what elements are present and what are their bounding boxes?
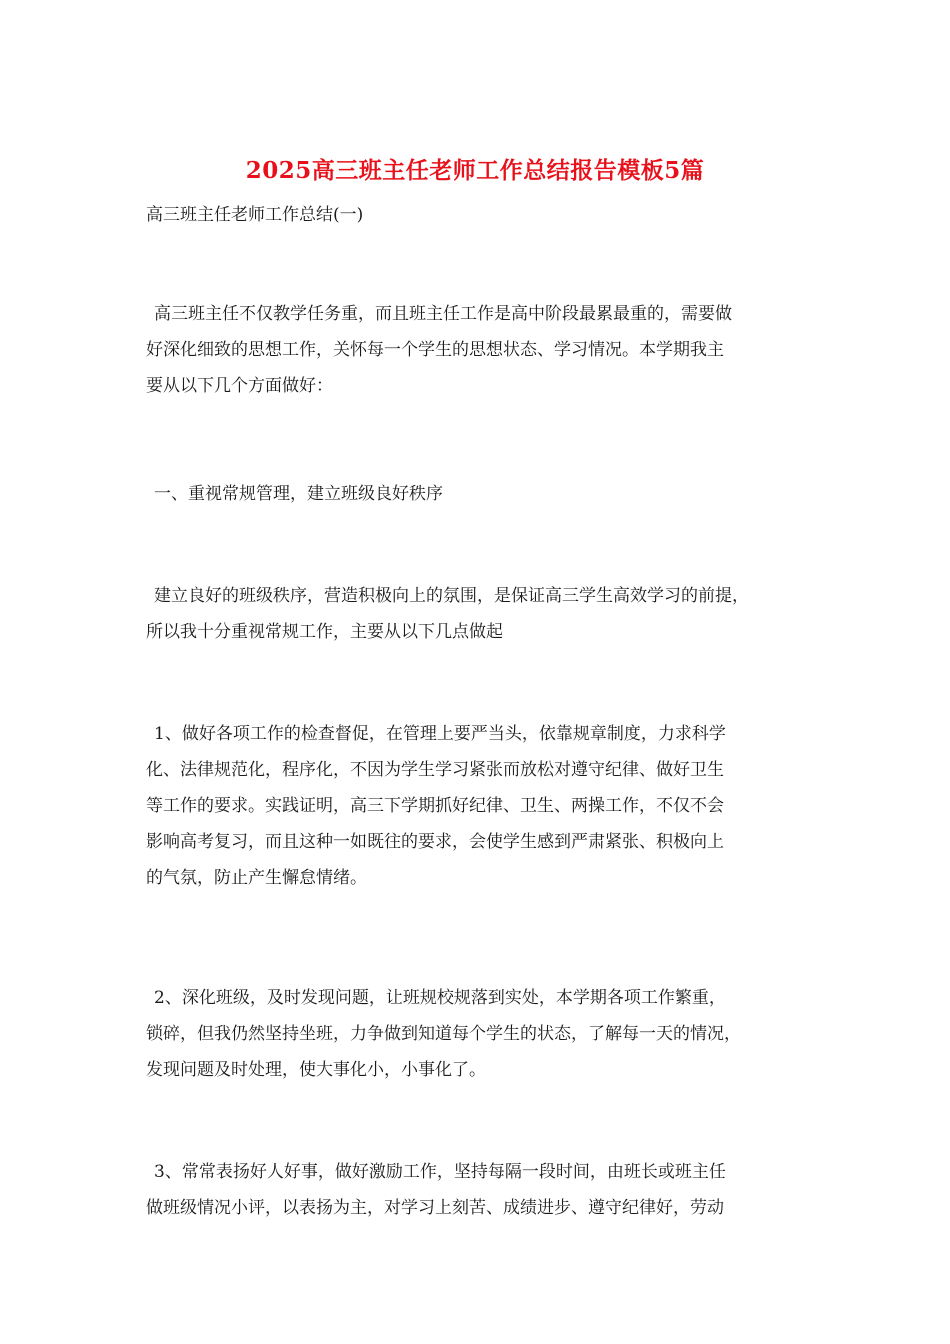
paragraph-line: 一、重视常规管理，建立班级良好秩序 (154, 484, 443, 504)
section-subtitle: 高三班主任老师工作总结(一) (146, 205, 364, 225)
paragraph-intro (146, 296, 826, 404)
paragraph-line: 高三班主任不仅教学任务重，而且班主任工作是高中阶段最累最重的，需要做 (154, 304, 732, 324)
paragraph-item-2 (146, 980, 826, 1088)
paragraph-line: 等工作的要求。实践证明，高三下学期抓好纪律、卫生、两操工作，不仅不会 (146, 796, 724, 816)
paragraph-line: 做班级情况小评，以表扬为主，对学习上刻苦、成绩进步、遵守纪律好，劳动 (146, 1198, 724, 1218)
paragraph-line: 1、做好各项工作的检查督促，在管理上要严当头，依靠规章制度，力求科学 (154, 724, 726, 744)
paragraph-line: 发现问题及时处理，使大事化小，小事化了。 (146, 1060, 486, 1080)
paragraph-line: 3、常常表扬好人好事，做好激励工作，坚持每隔一段时间，由班长或班主任 (154, 1162, 726, 1182)
paragraph-line: 锁碎，但我仍然坚持坐班，力争做到知道每个学生的状态，了解每一天的情况， (146, 1024, 741, 1044)
paragraph-item-3 (146, 1154, 826, 1226)
section-heading-1 (146, 476, 826, 512)
paragraph-line: 建立良好的班级秩序，营造积极向上的氛围，是保证高三学生高效学习的前提， (154, 586, 749, 606)
paragraph-line: 的气氛，防止产生懈怠情绪。 (146, 868, 367, 888)
paragraph-order (146, 578, 826, 650)
paragraph-line: 化、法律规范化，程序化，不因为学生学习紧张而放松对遵守纪律、做好卫生 (146, 760, 724, 780)
paragraph-line: 要从以下几个方面做好： (146, 376, 333, 396)
paragraph-line: 好深化细致的思想工作，关怀每一个学生的思想状态、学习情况。本学期我主 (146, 340, 724, 360)
paragraph-line: 所以我十分重视常规工作，主要从以下几点做起 (146, 622, 503, 642)
document-title: 2025高三班主任老师工作总结报告模板5篇 (245, 157, 705, 184)
paragraph-line: 2、深化班级，及时发现问题，让班规校规落到实处，本学期各项工作繁重， (154, 988, 726, 1008)
paragraph-line: 影响高考复习，而且这种一如既往的要求，会使学生感到严肃紧张、积极向上 (146, 832, 724, 852)
paragraph-item-1 (146, 716, 826, 896)
